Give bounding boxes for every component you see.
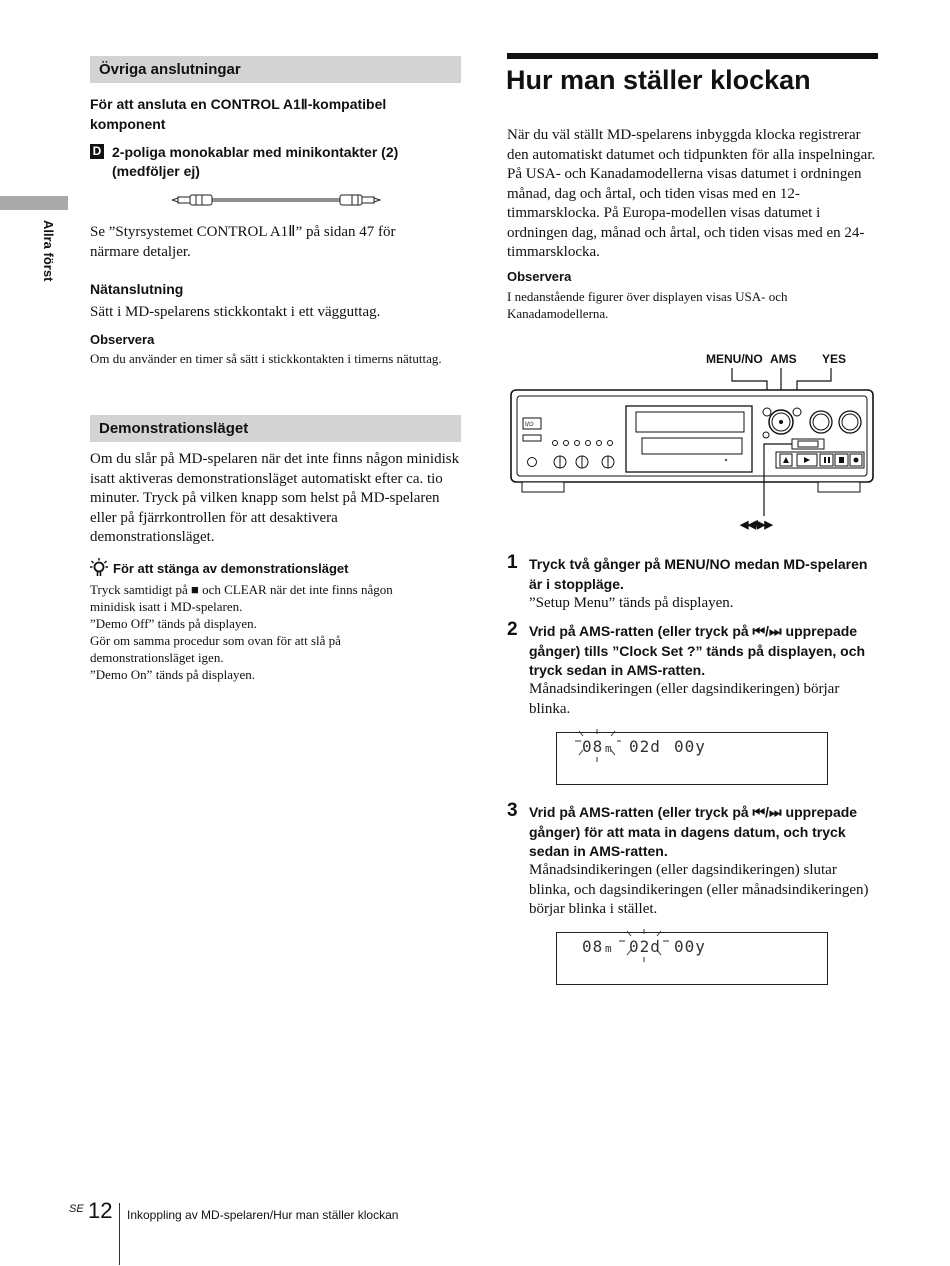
footer-divider (119, 1203, 120, 1265)
step-body: Månadsindikeringen (eller dagsindikeringen) börjar blinka. (529, 681, 840, 717)
side-tab-bar (0, 196, 68, 210)
see-control-text: Se ”Styrsystemet CONTROL A1Ⅱ” på sidan 47 för närmare detaljer. (90, 224, 396, 260)
display-panel-step3 (556, 932, 828, 985)
tip-line: ”Demo Off” tänds på displayen. (90, 616, 257, 631)
footer-text: Inkoppling av MD-spelaren/Hur man ställer klockan (127, 1208, 399, 1222)
display-month: 08 (582, 937, 604, 956)
title-rule (507, 53, 878, 59)
display-day: 02d (629, 937, 661, 956)
tip-line: Gör om samma procedur som ovan för att slå på (90, 633, 341, 648)
note-heading-right: Observera (507, 269, 572, 284)
step-body: ”Setup Menu” tänds på displayen. (529, 595, 734, 611)
md-player-illustration (508, 366, 876, 518)
display-month: 08 (582, 737, 604, 756)
note-text-left: Om du använder en timer så sätt i stickkontakten i timerns nätuttag. (90, 351, 442, 366)
step-body: Månadsindikeringen (eller dagsindikeringen) slutar blinka, och dagsindikeringen (eller månadsindikeringen) börjar blinka i stället. (529, 862, 869, 917)
note-heading-left: Observera (90, 332, 155, 347)
power-text: Sätt i MD-spelarens stickkontakt i ett vägguttag. (90, 304, 381, 320)
item-marker: D (90, 144, 104, 159)
display-panel-step2 (556, 732, 828, 785)
step-heading: Vrid på AMS-ratten (eller tryck på ⏮/⏭ upprepade gånger) tills ”Clock Set ?” tänds på displayen, och tryck sedan in AMS-ratten. (529, 623, 866, 678)
cable-illustration (172, 190, 382, 210)
display-year: 00y (674, 737, 706, 756)
label-ams: AMS (770, 352, 797, 366)
tip-heading: För att stänga av demonstrationsläget (113, 561, 349, 576)
intro-text: När du väl ställt MD-spelarens inbyggda klocka registrerar den automatiskt datumet och tidpunkten för alla inspelningar. På USA- och Kanadamodellerna visas datumet i ordningen månad, dag och årtal, och tiden visas med en 12-timmarsklocka. På Europa-modellen visas datumet i ordningen dag, månad och årtal, och tiden visas med en 24-timmarsklocka. (507, 127, 876, 260)
page-title: Hur man ställer klockan (506, 65, 811, 95)
section-title-connections: Övriga anslutningar (90, 56, 461, 83)
tip-line: minidisk isatt i MD-spelaren. (90, 599, 243, 614)
item-cable-text: 2-poliga monokablar med minikontakter (2) (medföljer ej) (112, 144, 399, 179)
label-skip: ◀◀/▶▶ (740, 519, 772, 531)
display-year: 00y (674, 937, 706, 956)
power-button-label: I/⏻ (525, 421, 534, 428)
step-number: 2 (507, 619, 518, 640)
tip-line: ”Demo On” tänds på displayen. (90, 667, 255, 682)
step-heading: Vrid på AMS-ratten (eller tryck på ⏮/⏭ upprepade gånger) för att mata in dagens datum, och tryck sedan in AMS-ratten. (529, 804, 858, 859)
lightbulb-icon (89, 557, 109, 577)
step-heading: Tryck två gånger på MENU/NO medan MD-spelaren är i stoppläge. (529, 556, 868, 592)
step-number: 1 (507, 552, 518, 573)
power-heading: Nätanslutning (90, 281, 184, 297)
display-month-unit: m (605, 942, 613, 955)
subhead-control-a1: För att ansluta en CONTROL A1Ⅱ-kompatibel komponent (90, 96, 387, 132)
display-month-unit: m (605, 742, 613, 755)
section-title-demo: Demonstrationsläget (90, 415, 461, 442)
tip-line: Tryck samtidigt på ■ och CLEAR när det inte finns någon (90, 582, 393, 597)
side-tab-label: Allra först (41, 220, 56, 282)
footer-page-number: 12 (88, 1198, 113, 1223)
demo-body: Om du slår på MD-spelaren när det inte finns någon minidisk isatt aktiveras demonstrationsläget automatiskt efter ca. tio minuter. Tryck på vilken knapp som helst på MD-spelaren eller på fjärrkontrollen för att desaktivera demonstrationsläget. (90, 451, 460, 545)
footer-lang: SE (69, 1203, 84, 1215)
note-text-right: I nedanstående figurer över displayen visas USA- och Kanadamodellerna. (507, 289, 788, 321)
tip-line: demonstrationsläget igen. (90, 650, 224, 665)
label-yes: YES (822, 352, 847, 366)
step-number: 3 (507, 800, 518, 821)
display-day: 02d (629, 737, 661, 756)
label-menu-no: MENU/NO (706, 352, 763, 366)
